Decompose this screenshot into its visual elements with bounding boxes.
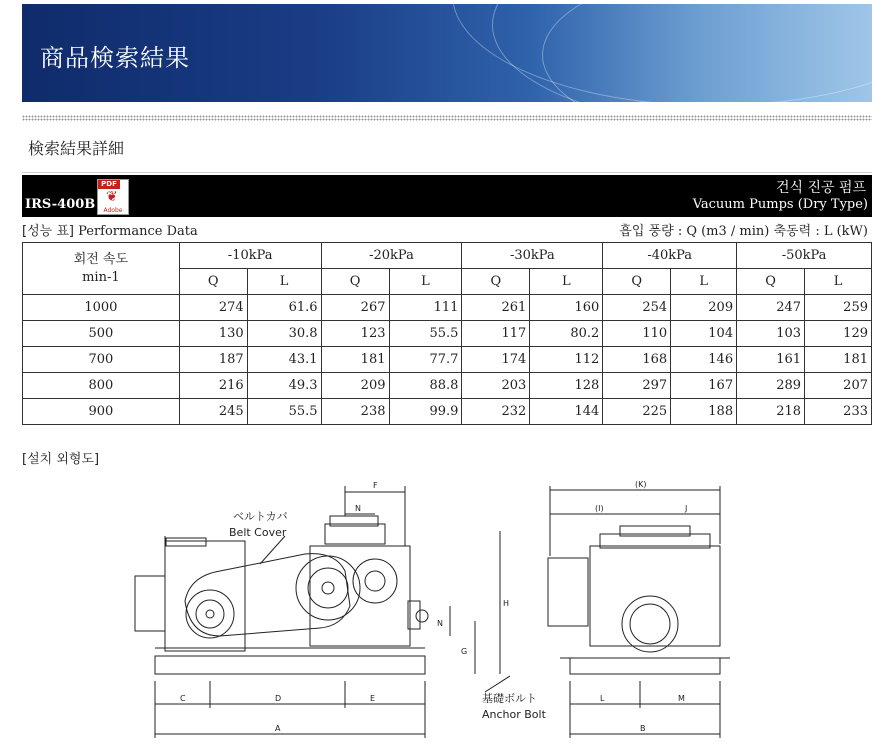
q-header: Q <box>179 269 247 295</box>
rpm-cell: 700 <box>23 347 180 373</box>
table-cell: 49.3 <box>247 373 321 399</box>
adobe-logo-icon: ❦ <box>106 189 118 205</box>
q-header: Q <box>737 269 805 295</box>
pdf-brand: Adobe <box>103 207 123 214</box>
l-header: L <box>805 269 872 295</box>
performance-table <box>22 242 872 425</box>
table-cell: 274 <box>179 295 247 321</box>
pdf-tag: PDF <box>98 180 120 189</box>
table-cell: 129 <box>805 321 872 347</box>
rpm-header <box>23 243 180 295</box>
dim-label-g: G <box>461 647 468 656</box>
dim-label-k: (K) <box>635 480 647 489</box>
rpm-cell: 500 <box>23 321 180 347</box>
table-cell: 232 <box>462 399 530 425</box>
table-cell: 161 <box>737 347 805 373</box>
rpm-header-label: 회전 속도 <box>73 251 129 267</box>
dim-label-d: D <box>275 694 282 703</box>
table-row <box>23 321 872 347</box>
belt-cover <box>185 554 350 636</box>
pressure-header: -40kPa <box>603 243 737 269</box>
table-cell: 289 <box>737 373 805 399</box>
table-cell: 112 <box>530 347 603 373</box>
q-header: Q <box>603 269 671 295</box>
table-cell: 261 <box>462 295 530 321</box>
pressure-header: -50kPa <box>737 243 872 269</box>
product-type-en: Vacuum Pumps (Dry Type) <box>692 197 868 212</box>
rpm-cell: 900 <box>23 399 180 425</box>
dotted-divider <box>22 115 872 121</box>
pump-outline-drawing <box>130 476 730 746</box>
dim-label-l: L <box>600 694 605 703</box>
legend-l-en: : L (kW) <box>815 224 868 239</box>
table-cell: 61.6 <box>247 295 321 321</box>
pump-pulley <box>296 556 360 620</box>
dim-label-j: J <box>685 504 688 513</box>
table-cell: 181 <box>805 347 872 373</box>
pdf-download-icon[interactable] <box>97 179 129 215</box>
table-row <box>23 347 872 373</box>
banner-title: 商品検索結果 <box>40 44 190 72</box>
product-type-kr: 건식 진공 펌프 <box>775 180 866 196</box>
table-cell: 267 <box>321 295 389 321</box>
performance-label-en: Performance Data <box>78 224 198 239</box>
table-cell: 130 <box>179 321 247 347</box>
table-cell: 181 <box>321 347 389 373</box>
table-cell: 88.8 <box>389 373 462 399</box>
table-row <box>23 399 872 425</box>
l-header: L <box>247 269 321 295</box>
page-banner <box>22 4 872 102</box>
table-cell: 104 <box>671 321 737 347</box>
rpm-header-unit: min-1 <box>82 269 120 285</box>
rpm-cell: 800 <box>23 373 180 399</box>
legend-l-kr: 축동력 <box>773 224 812 239</box>
table-cell: 245 <box>179 399 247 425</box>
table-cell: 203 <box>462 373 530 399</box>
dim-label-f: F <box>373 481 378 490</box>
table-cell: 144 <box>530 399 603 425</box>
pressure-header: -10kPa <box>179 243 321 269</box>
table-row <box>23 373 872 399</box>
dim-label-b: B <box>640 724 646 733</box>
table-row <box>23 295 872 321</box>
table-cell: 160 <box>530 295 603 321</box>
anchor-bolt-label-jp: 基礎ボルト <box>482 692 537 705</box>
dim-label-n: N <box>355 504 361 513</box>
l-header: L <box>671 269 737 295</box>
installation-label: [설치 외형도] <box>22 452 100 467</box>
table-cell: 168 <box>603 347 671 373</box>
table-cell: 225 <box>603 399 671 425</box>
product-model: IRS-400B <box>25 197 96 212</box>
dim-label-a: A <box>275 724 281 733</box>
table-cell: 128 <box>530 373 603 399</box>
table-cell: 55.5 <box>247 399 321 425</box>
table-cell: 110 <box>603 321 671 347</box>
table-cell: 80.2 <box>530 321 603 347</box>
table-cell: 297 <box>603 373 671 399</box>
table-cell: 77.7 <box>389 347 462 373</box>
pressure-header: -30kPa <box>462 243 603 269</box>
dim-label-c: C <box>180 694 186 703</box>
pressure-header: -20kPa <box>321 243 462 269</box>
product-header <box>22 175 872 217</box>
table-cell: 259 <box>805 295 872 321</box>
table-cell: 99.9 <box>389 399 462 425</box>
table-cell: 188 <box>671 399 737 425</box>
table-cell: 146 <box>671 347 737 373</box>
table-cell: 103 <box>737 321 805 347</box>
divider <box>22 172 872 173</box>
anchor-bolt-label-en: Anchor Bolt <box>482 708 546 721</box>
dim-label-n2: N <box>437 619 443 628</box>
table-cell: 218 <box>737 399 805 425</box>
dim-label-e: E <box>370 694 376 703</box>
table-cell: 30.8 <box>247 321 321 347</box>
rpm-cell: 1000 <box>23 295 180 321</box>
table-cell: 238 <box>321 399 389 425</box>
table-cell: 174 <box>462 347 530 373</box>
q-header: Q <box>462 269 530 295</box>
q-header: Q <box>321 269 389 295</box>
motor-pulley <box>186 590 234 638</box>
installation-drawing <box>130 476 730 746</box>
l-header: L <box>530 269 603 295</box>
section-subtitle: 検索結果詳細 <box>28 139 125 158</box>
table-cell: 43.1 <box>247 347 321 373</box>
table-cell: 187 <box>179 347 247 373</box>
table-cell: 254 <box>603 295 671 321</box>
table-cell: 167 <box>671 373 737 399</box>
table-cell: 247 <box>737 295 805 321</box>
table-cell: 207 <box>805 373 872 399</box>
performance-label-kr: [성능 표] <box>22 224 74 239</box>
units-legend <box>619 220 868 239</box>
performance-label <box>22 220 198 239</box>
dim-label-h: H <box>503 599 510 608</box>
table-cell: 209 <box>671 295 737 321</box>
banner-wave-decoration <box>542 4 872 102</box>
base-frame <box>155 656 425 674</box>
table-cell: 233 <box>805 399 872 425</box>
belt-cover-label-jp: ベルトカバ <box>233 510 288 523</box>
dim-label-i: (I) <box>595 504 604 513</box>
table-cell: 55.5 <box>389 321 462 347</box>
table-cell: 117 <box>462 321 530 347</box>
table-cell: 216 <box>179 373 247 399</box>
table-cell: 123 <box>321 321 389 347</box>
legend-q-en: : Q (m3 / min) <box>677 224 770 239</box>
dim-label-m: M <box>678 694 685 703</box>
l-header: L <box>389 269 462 295</box>
table-cell: 111 <box>389 295 462 321</box>
legend-q-kr: 흡입 풍량 <box>619 224 674 239</box>
table-cell: 209 <box>321 373 389 399</box>
belt-cover-label-en: Belt Cover <box>229 526 287 539</box>
